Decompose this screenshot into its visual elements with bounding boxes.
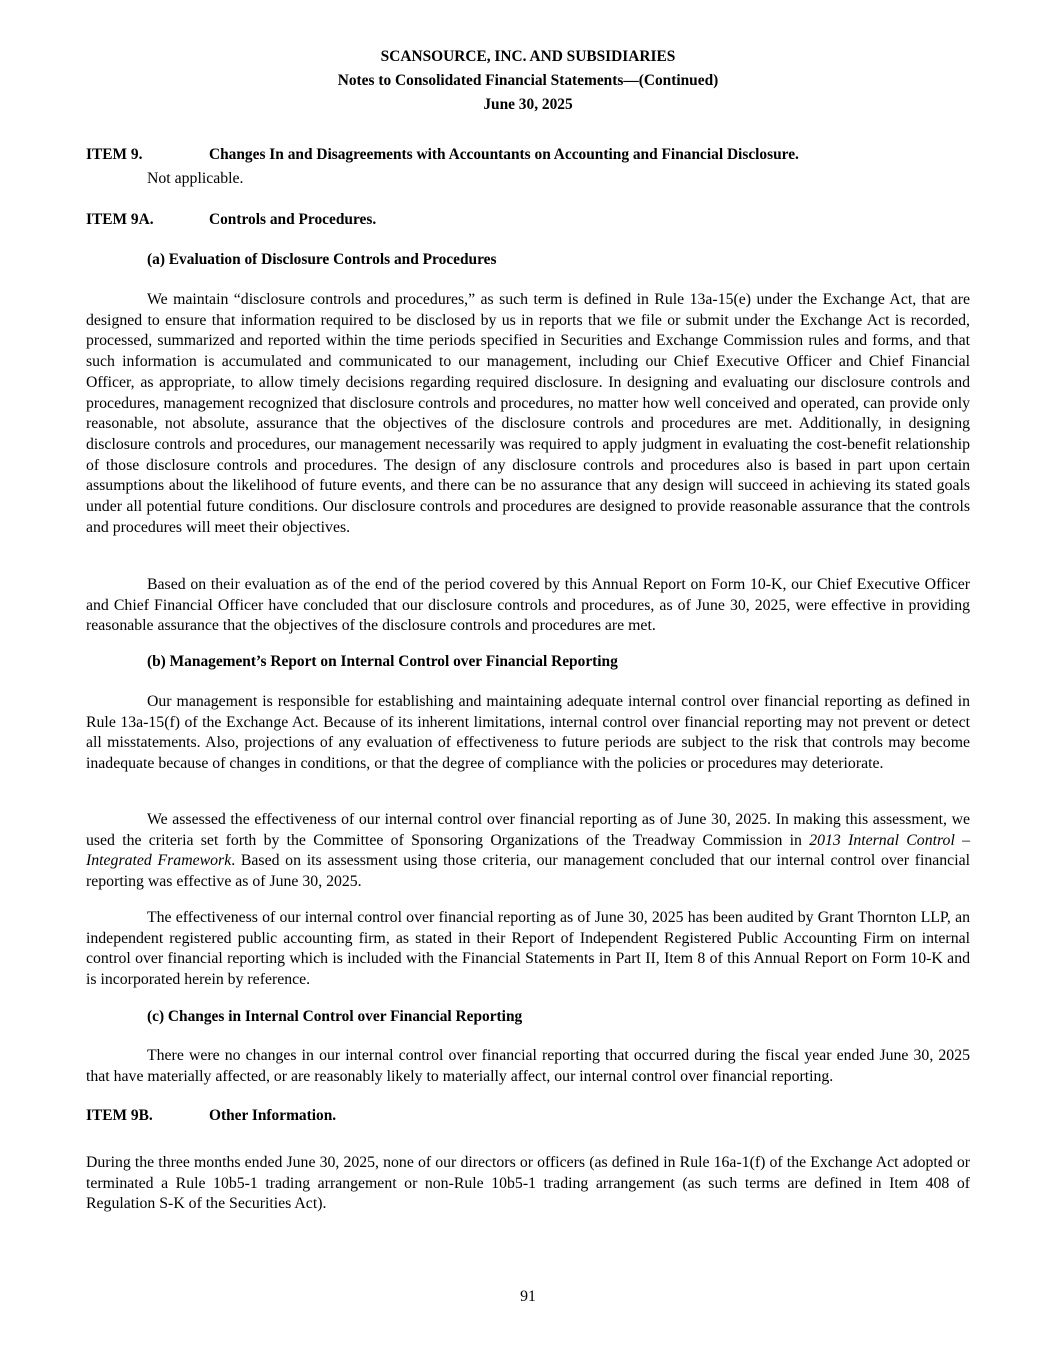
item-9b-paragraph: During the three months ended June 30, 2025, none of our directors or officers (as defined in Rule 16a-1(f) of the Exchange Act adopted or terminated a Rule 10b5-1 trading arrangement or non-Rule 10b5-1 trading arrangement (as such terms are defined in Item 408 of Regulation S-K of the Securities Act). [86,1154,970,1213]
item-9b-title: Other Information. [209,1107,337,1124]
item-9b-number: ITEM 9B. [86,1107,153,1124]
item-9a-title: Controls and Procedures. [209,211,377,228]
company-title: SCANSOURCE, INC. AND SUBSIDIARIES [380,48,676,65]
section-c-paragraph-1: There were no changes in our internal control over financial reporting that occurred during the fiscal year ended June 30, 2025 that have materially affected, or are reasonably likely to materially affect, our internal control over financial reporting. [86,1047,970,1085]
section-a-paragraph-1: We maintain “disclosure controls and procedures,” as such term is defined in Rule 13a-15(e) under the Exchange Act, that are designed to ensure that information required to be disclosed by us in reports that we file or submit under the Exchange Act is recorded, processed, summarized and reported within the time periods specified in Securities and Exchange Commission rules and forms, and that such information is accumulated and communicated to our management, including our Chief Executive Officer and Chief Financial Officer, as appropriate, to allow timely decisions regarding required disclosure. In designing and evaluating our disclosure controls and procedures, management recognized that disclosure controls and procedures, no matter how well conceived and operated, can provide only reasonable, not absolute, assurance that the objectives of the disclosure controls and procedures are met. Additionally, in designing disclosure controls and procedures, our management necessarily was required to apply judgment in evaluating the cost-benefit relationship of those disclosure controls and procedures. The design of any disclosure controls and procedures also is based in part upon certain assumptions about the likelihood of future events, and there can be no assurance that any design will succeed in achieving its stated goals under all potential future conditions. Our disclosure controls and procedures are designed to provide reasonable assurance that the controls and procedures will meet their objectives. [86,291,970,536]
item-9a-number: ITEM 9A. [86,211,154,228]
item-9-title: Changes In and Disagreements with Accountants on Accounting and Financial Disclosure. [209,146,799,163]
section-a-heading: (a) Evaluation of Disclosure Controls and Procedures [147,251,497,268]
section-b-paragraph-2: We assessed the effectiveness of our internal control over financial reporting as of June 30, 2025. In making this assessment, we used the criteria set forth by the Committee of Sponsoring Organizations of the Treadway Commission in 2013 Internal Control – Integrated Framework. Based on its assessment using those criteria, our management concluded that our internal control over financial reporting was effective as of June 30, 2025. [86,811,970,891]
item-9-text: Not applicable. [147,170,244,187]
statement-date: June 30, 2025 [483,96,573,113]
framework-title: 2013 Internal Control – Integrated Framework [86,831,970,870]
item-9-number: ITEM 9. [86,146,143,163]
section-c-heading: (c) Changes in Internal Control over Financial Reporting [147,1008,523,1025]
notes-subtitle: Notes to Consolidated Financial Statements—(Continued) [337,72,719,89]
section-b-paragraph-1: Our management is responsible for establishing and maintaining adequate internal control over financial reporting as defined in Rule 13a-15(f) of the Exchange Act. Because of its inherent limitations, internal control over financial reporting may not prevent or detect all misstatements. Also, projections of any evaluation of effectiveness to future periods are subject to the risk that controls may become inadequate because of changes in conditions, or that the degree of compliance with the policies or procedures may deteriorate. [86,693,970,773]
page-number: 91 [520,1288,536,1305]
section-a-paragraph-2: Based on their evaluation as of the end of the period covered by this Annual Report on Form 10-K, our Chief Executive Officer and Chief Financial Officer have concluded that our disclosure controls and procedures, as of June 30, 2025, were effective in providing reasonable assurance that the objectives of the disclosure controls and procedures are met. [86,576,970,635]
section-b-paragraph-3: The effectiveness of our internal control over financial reporting as of June 30, 2025 has been audited by Grant Thornton LLP, an independent registered public accounting firm, as stated in their Report of Independent Registered Public Accounting Firm on internal control over financial reporting which is included with the Financial Statements in Part II, Item 8 of this Annual Report on Form 10-K and is incorporated herein by reference. [86,909,970,989]
section-b-heading: (b) Management’s Report on Internal Control over Financial Reporting [147,653,618,670]
